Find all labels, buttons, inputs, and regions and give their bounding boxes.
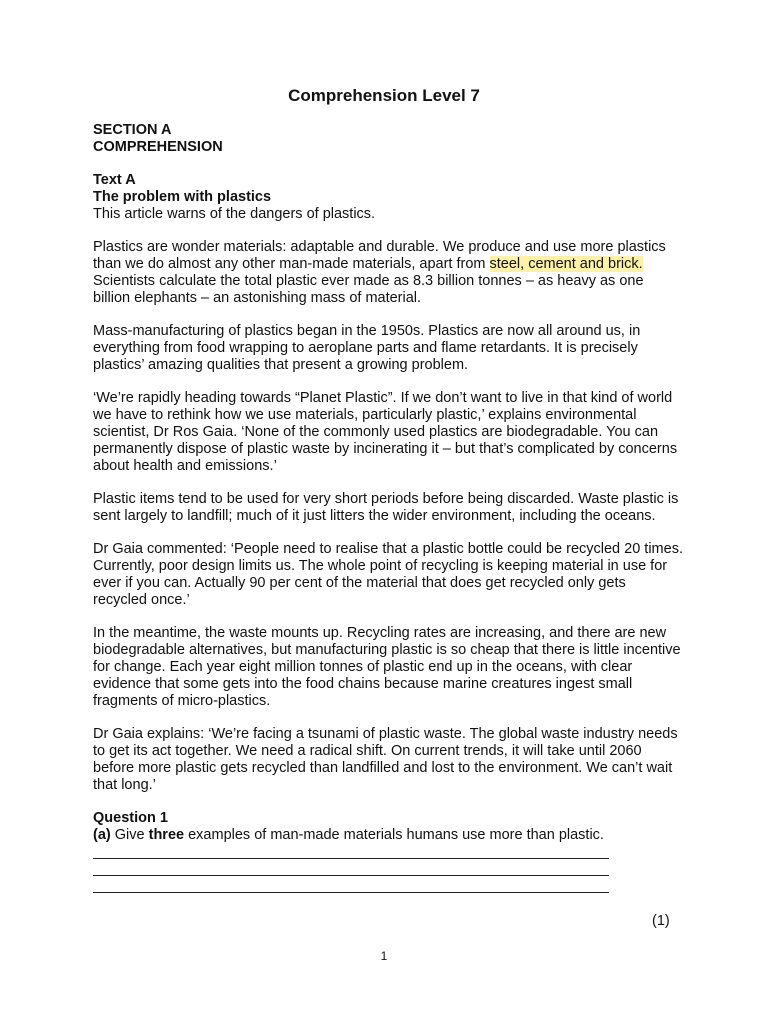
question-text-end: examples of man-made materials humans use more than plastic. bbox=[184, 827, 604, 843]
question-block bbox=[93, 810, 683, 844]
answer-line[interactable] bbox=[93, 858, 609, 859]
section-heading-line2: COMPREHENSION bbox=[93, 139, 223, 155]
section-heading-line1: SECTION A bbox=[93, 122, 172, 138]
paragraph-7: Dr Gaia explains: ‘We’re facing a tsunami of plastic waste. The global waste industry needs to get its act together. We need a radical shift. On current trends, it will take until 2060 before more plastic gets recycled than landfilled and lost to the environment. We can’t wait that long.’ bbox=[93, 726, 678, 793]
paragraph-6: In the meantime, the waste mounts up. Recycling rates are increasing, and there are new biodegradable alternatives, but manufacturing plastic is so cheap that there is little incentive for change. Each year eight million tonnes of plastic end up in the oceans, with clear evidence that some gets into the food chains because marine creatures ingest small fragments of micro-plastics. bbox=[93, 625, 681, 709]
question-label: Question 1 bbox=[93, 810, 168, 826]
article-intro: This article warns of the dangers of plastics. bbox=[93, 206, 376, 222]
question-marks: (1) bbox=[652, 913, 670, 929]
page-number: 1 bbox=[380, 949, 388, 963]
answer-line[interactable] bbox=[93, 875, 609, 876]
answer-line[interactable] bbox=[93, 892, 609, 893]
text-label: Text A bbox=[93, 172, 136, 188]
question-text-start: Give bbox=[110, 827, 149, 843]
paragraph-5: Dr Gaia commented: ‘People need to realise that a plastic bottle could be recycled 20 times. Currently, poor design limits us. The whole point of recycling is keeping material in use for ever if you can. Actually 90 per cent of the material that does get recycled only gets recycled once.’ bbox=[93, 541, 683, 608]
paragraph-1-start: Plastics are wonder materials: adaptable and durable. We produce and use more plastics than we do almost any other man-made materials, apart from bbox=[93, 239, 666, 272]
paragraph-1-end: Scientists calculate the total plastic ever made as 8.3 billion tonnes – as heavy as one billion elephants – an astonishing mass of material. bbox=[93, 273, 644, 306]
paragraph-3: ‘We’re rapidly heading towards “Planet Plastic”. If we don’t want to live in that kind of world we have to rethink how we use materials, particularly plastic,’ explains environmental scientist, Dr Ros Gaia. ‘None of the commonly used plastics are biodegradable. You can permanently dispose of plastic waste by incinerating it – but that’s complicated by concerns about health and emissions.’ bbox=[93, 390, 678, 474]
document-body bbox=[93, 122, 683, 909]
question-part: (a) bbox=[93, 827, 111, 843]
answer-area[interactable] bbox=[93, 844, 683, 893]
page-title: Comprehension Level 7 bbox=[288, 86, 480, 105]
paragraph-2: Mass-manufacturing of plastics began in the 1950s. Plastics are now all around us, in everything from food wrapping to aeroplane parts and flame retardants. It is precisely plastics’ amazing qualities that present a growing problem. bbox=[93, 323, 641, 373]
paragraph-4: Plastic items tend to be used for very short periods before being discarded. Waste plastic is sent largely to landfill; much of it just litters the wider environment, including the oceans. bbox=[93, 491, 679, 524]
section-heading bbox=[93, 122, 683, 156]
paragraph-1 bbox=[93, 239, 683, 307]
highlighted-text: steel, cement and brick. bbox=[489, 256, 643, 272]
question-emphasis: three bbox=[148, 827, 185, 843]
text-header bbox=[93, 172, 683, 223]
article-title: The problem with plastics bbox=[93, 189, 272, 205]
